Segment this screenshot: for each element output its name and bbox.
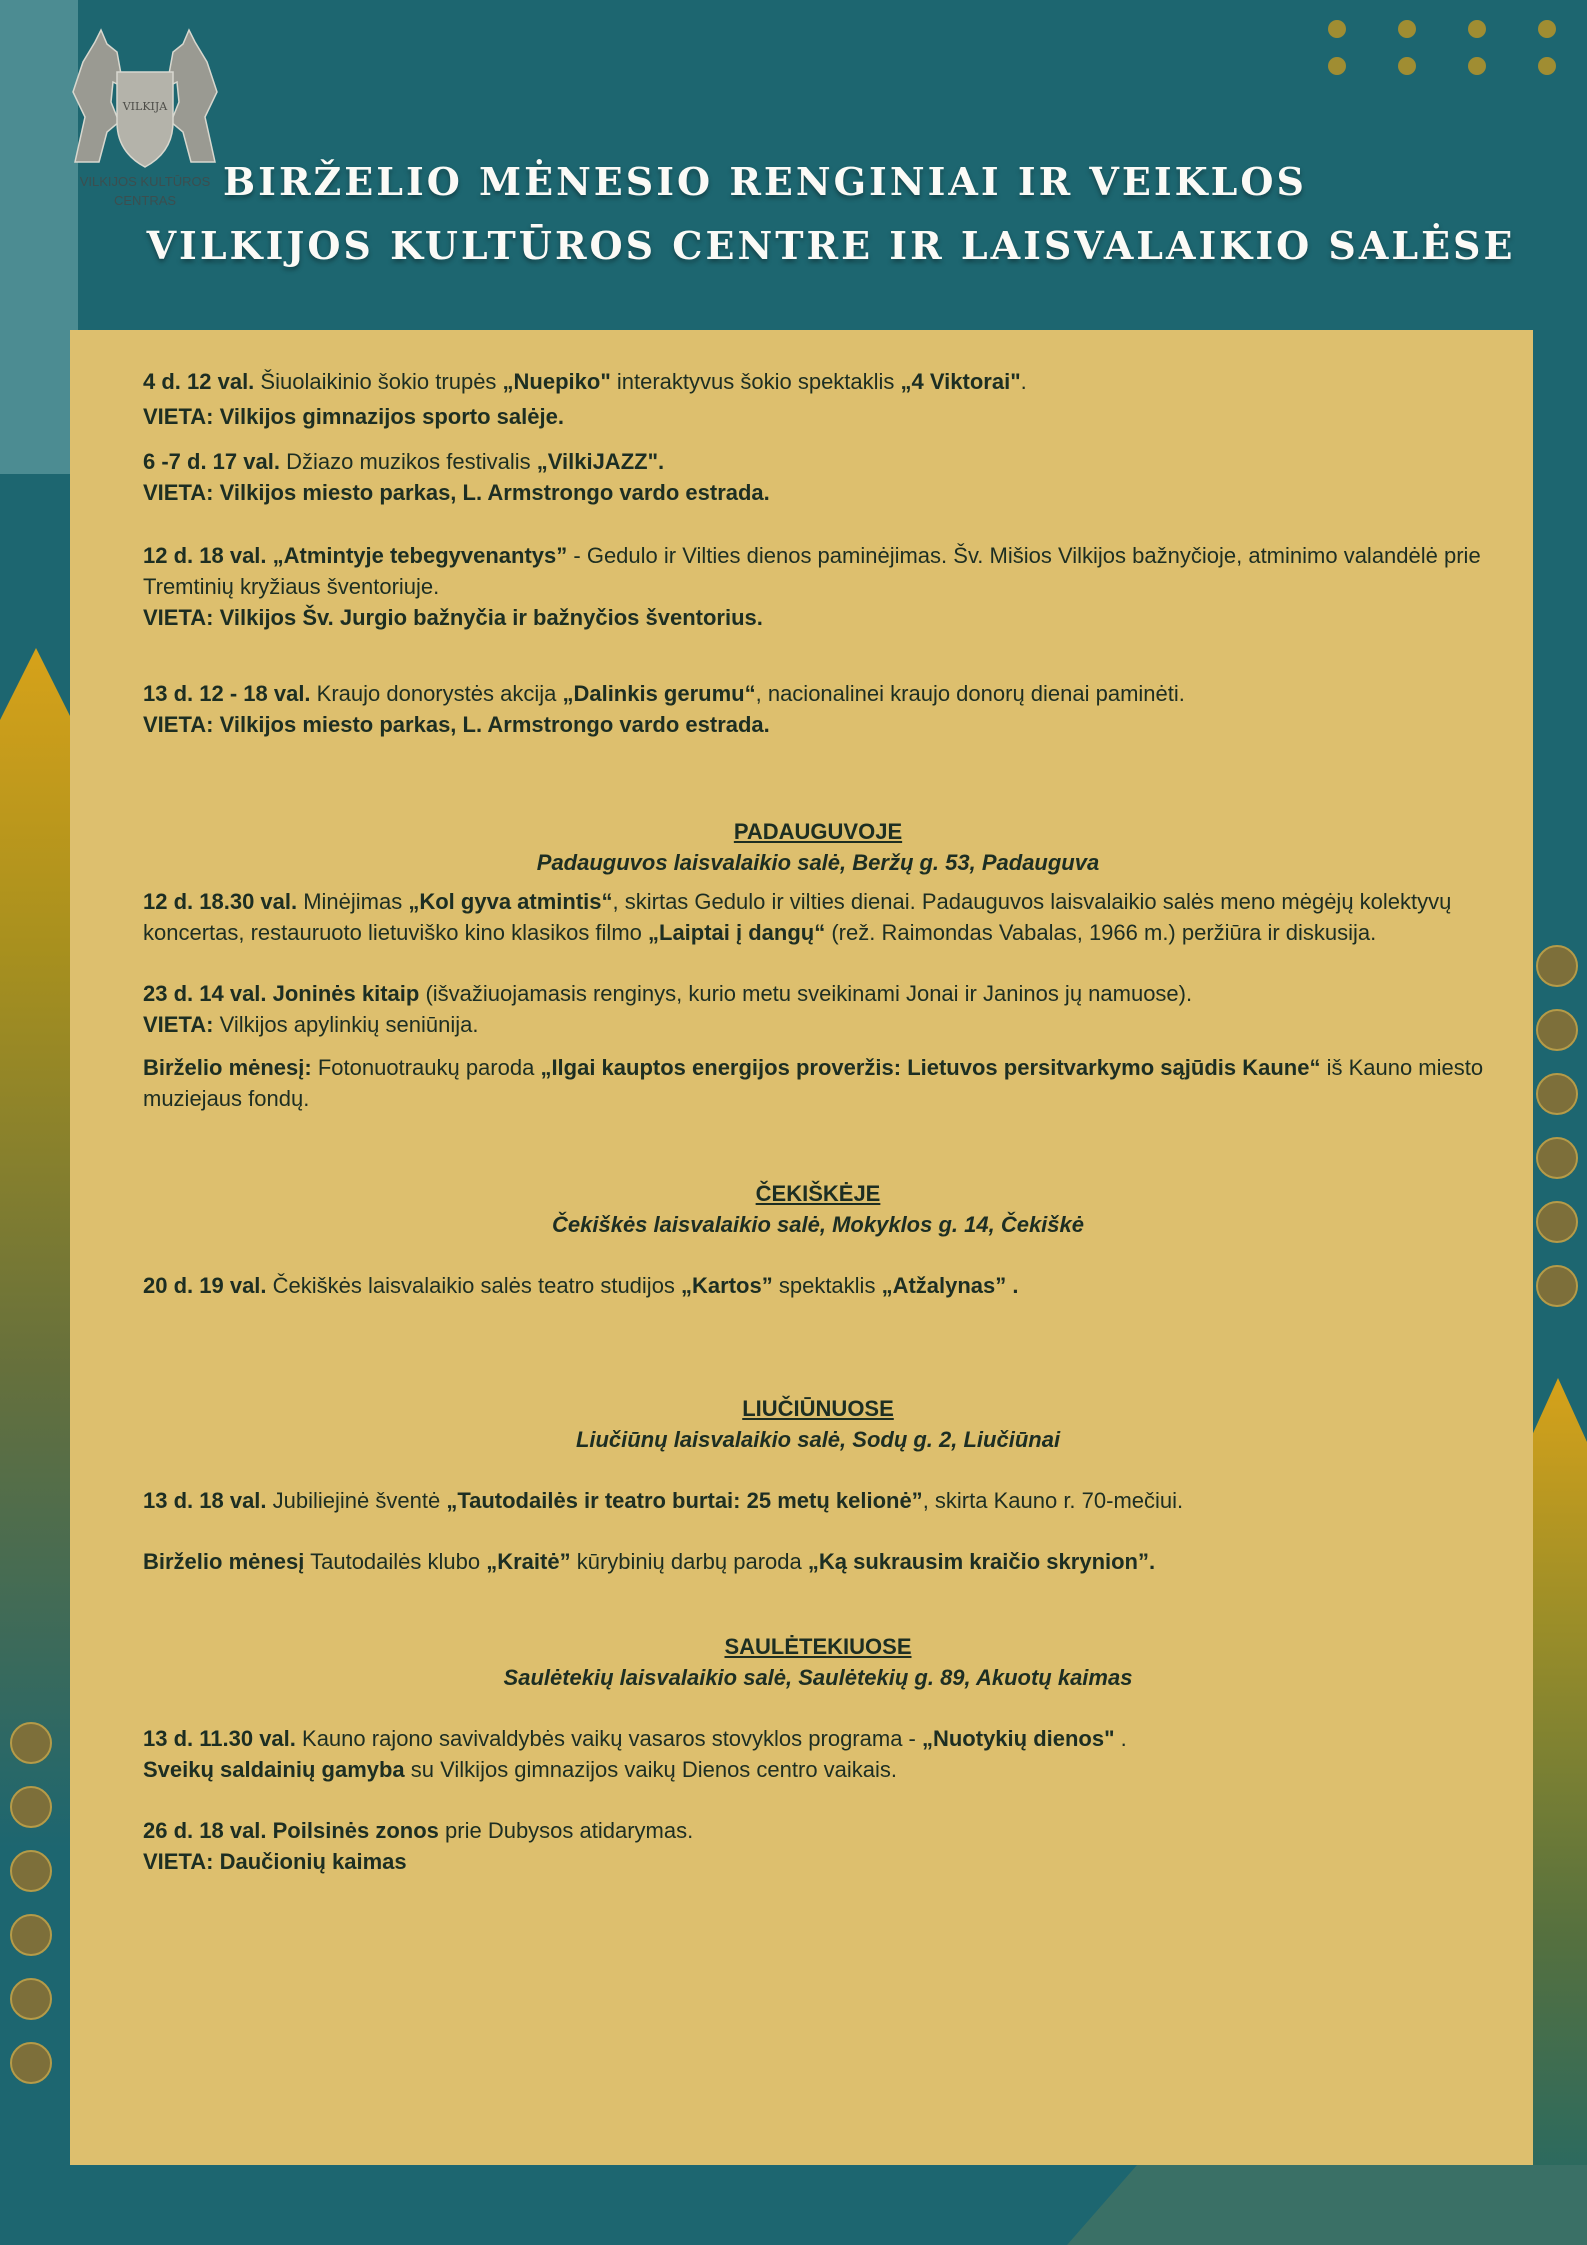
title-line2: VILKIJOS KULTŪROS CENTRE IR LAISVALAIKIO SALĖSE <box>146 223 1516 268</box>
svg-text:VILKIJA: VILKIJA <box>122 100 168 113</box>
event-item: 12 d. 18 val. „Atmintyje tebegyvenantys” - Gedulo ir Vilties dienos paminėjimas. Šv. Mišios Vilkijos bažnyčioje, atminimo valandėlė prie Tremtinių kryžiaus šventoriuje. <box>143 543 1481 599</box>
section-subtitle-liuciunai: Liučiūnų laisvalaikio salė, Sodų g. 2, Liučiūnai <box>575 1427 1061 1452</box>
section-title-padauguva: PADAUGUVOJE <box>733 819 903 844</box>
section-subtitle-sauletekis: Saulėtekių laisvalaikio salė, Saulėtekių g. 89, Akuotų kaimas <box>503 1665 1133 1690</box>
decor-dots <box>1328 20 1578 90</box>
event-item: Birželio mėnesį: Fotonuotraukų paroda „Ilgai kauptos energijos proveržis: Lietuvos persitvarkymo sąjūdis Kaune“ iš Kauno miesto muziejaus fondų. <box>143 1055 1484 1111</box>
event-venue: VIETA: Vilkijos apylinkių seniūnija. <box>143 1012 479 1037</box>
page-title <box>78 150 1587 278</box>
logo-text-line2: CENTRAS <box>113 193 177 208</box>
decor-triangle-right <box>1529 1378 1587 2178</box>
event-item: 13 d. 18 val. Jubiliejinė šventė „Tautodailės ir teatro burtai: 25 metų kelionė”, skirta Kauno r. 70-mečiui. <box>143 1488 1184 1513</box>
decor-triangle-left <box>0 648 72 1848</box>
section-title-cekiske: ČEKIŠKĖJE <box>755 1181 881 1206</box>
section-subtitle-padauguva: Padauguvos laisvalaikio salė, Beržų g. 53, Padauguva <box>536 850 1100 875</box>
event-item: 12 d. 18.30 val. Minėjimas „Kol gyva atmintis“, skirtas Gedulo ir vilties dienai. Padauguvos laisvalaikio salės meno mėgėjų kolektyvų koncertas, restauruoto lietuviško kino klasikos filmo „Laiptai į dangų“ (rež. Raimondas Vabalas, 1966 m.) peržiūra ir diskusija. <box>143 889 1452 945</box>
section-title-sauletekis: SAULĖTEKIUOSE <box>724 1634 912 1659</box>
events-list <box>143 366 1493 1877</box>
event-venue: VIETA: Vilkijos miesto parkas, L. Armstrongo vardo estrada. <box>143 712 770 737</box>
event-venue: VIETA: Daučionių kaimas <box>143 1849 407 1874</box>
title-line1: BIRŽELIO MĖNESIO RENGINIAI IR VEIKLOS <box>223 159 1307 204</box>
decor-corner <box>1067 2165 1587 2245</box>
event-item: 13 d. 11.30 val. Kauno rajono savivaldybės vaikų vasaros stovyklos programa - „Nuotykių dienos" . <box>143 1726 1127 1751</box>
logo-text-line1: VILKIJOS KULTŪROS <box>79 174 211 189</box>
decor-moons-right <box>1536 945 1578 1329</box>
section-title-liuciunai: LIUČIŪNUOSE <box>742 1396 894 1421</box>
event-item: 6 -7 d. 17 val. Džiazo muzikos festivalis „VilkiJAZZ". <box>143 449 665 474</box>
event-item: 13 d. 12 - 18 val. Kraujo donorystės akcija „Dalinkis gerumu“, nacionalinei kraujo donorų dienai paminėti. <box>143 681 1185 706</box>
event-item: Sveikų saldainių gamyba su Vilkijos gimnazijos vaikų Dienos centro vaikais. <box>143 1757 898 1782</box>
event-venue: VIETA: Vilkijos gimnazijos sporto salėje. <box>143 404 564 429</box>
decor-moons-left <box>10 1722 52 2106</box>
event-venue: VIETA: Vilkijos miesto parkas, L. Armstrongo vardo estrada. <box>143 480 770 505</box>
event-item: 26 d. 18 val. Poilsinės zonos prie Dubysos atidarymas. <box>143 1818 694 1843</box>
event-item: 20 d. 19 val. Čekiškės laisvalaikio salės teatro studijos „Kartos” spektaklis „Atžalynas” . <box>143 1273 1019 1298</box>
event-item: 23 d. 14 val. Joninės kitaip (išvažiuojamasis renginys, kurio metu sveikinami Jonai ir Janinos jų namuose). <box>143 981 1193 1006</box>
event-item: Birželio mėnesį Tautodailės klubo „Kraitė” kūrybinių darbų paroda „Ką sukrausim kraičio skrynion”. <box>143 1549 1156 1574</box>
event-item: 4 d. 12 val. Šiuolaikinio šokio trupės „Nuepiko" interaktyvus šokio spektaklis „4 Viktorai". <box>143 369 1027 394</box>
event-venue: VIETA: Vilkijos Šv. Jurgio bažnyčia ir bažnyčios šventorius. <box>143 605 763 630</box>
section-subtitle-cekiske: Čekiškės laisvalaikio salė, Mokyklos g. 14, Čekiškė <box>552 1212 1084 1237</box>
